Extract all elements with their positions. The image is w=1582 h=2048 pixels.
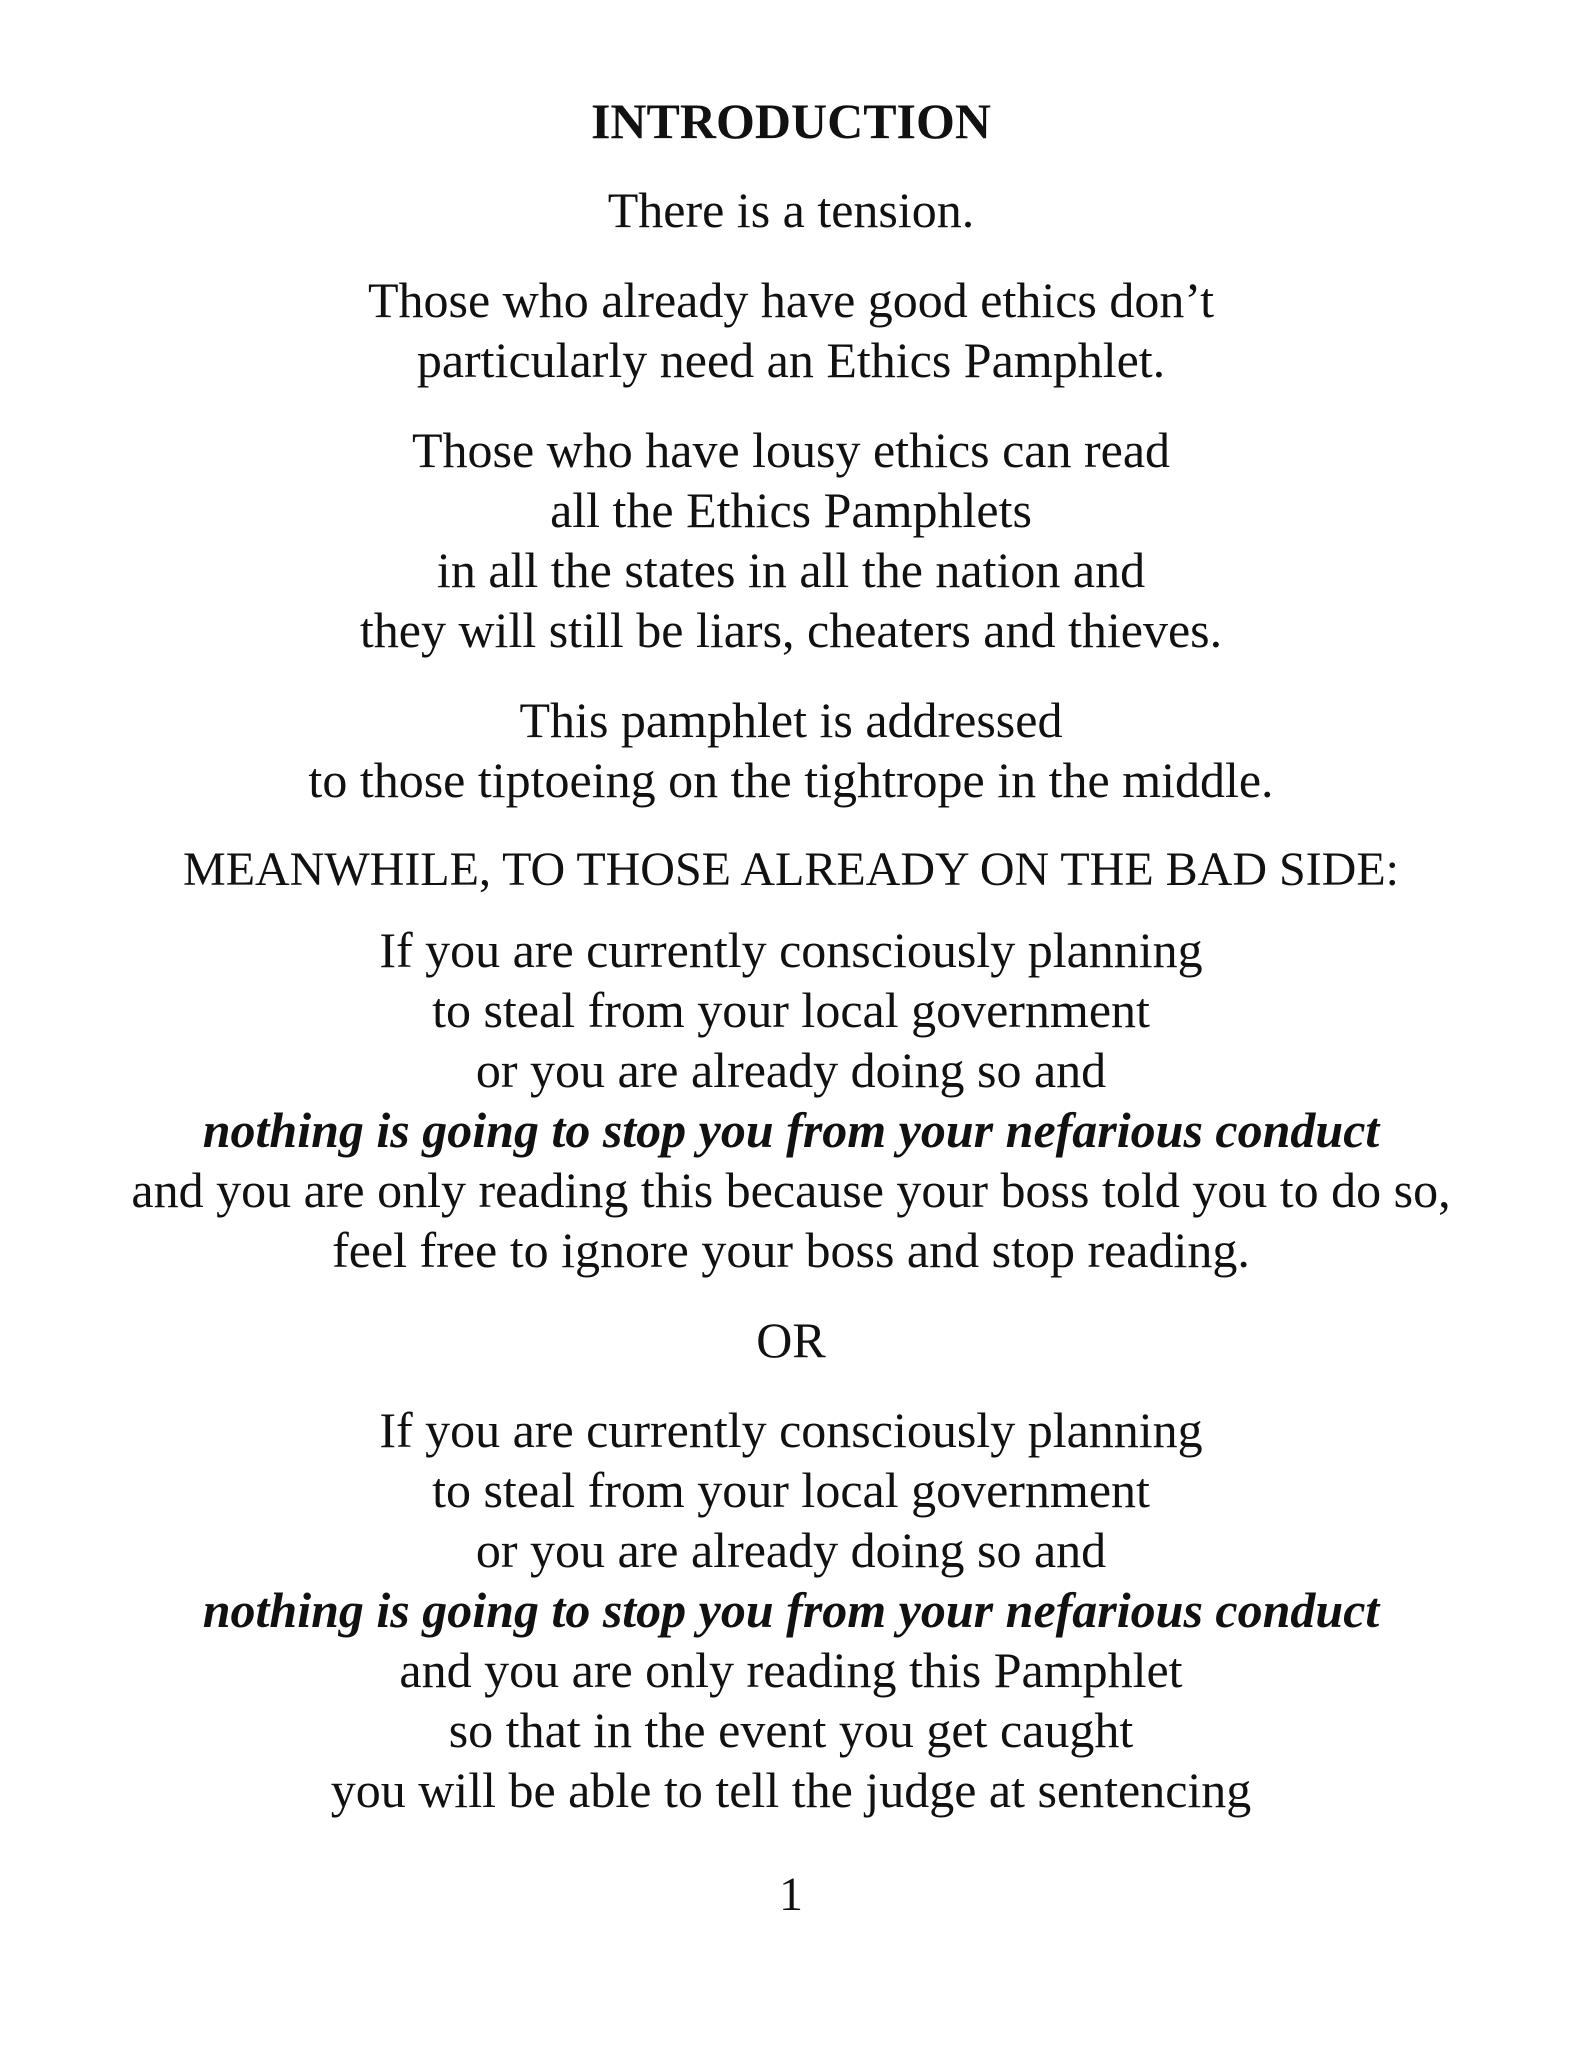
text-line: they will still be liars, cheaters and thieves. xyxy=(359,602,1223,658)
text-line: This pamphlet is addressed xyxy=(519,692,1063,748)
subheading-text: MEANWHILE, TO THOSE ALREADY ON THE BAD SIDE: xyxy=(183,843,1399,896)
emphasized-line: nothing is going to stop you from your nefarious conduct xyxy=(202,1582,1380,1638)
text-line: you will be able to tell the judge at sentencing xyxy=(330,1762,1252,1818)
text-line: and you are only reading this because your boss told you to do so, xyxy=(131,1162,1451,1218)
text-line: Those who have lousy ethics can read xyxy=(411,422,1171,478)
text-line: or you are already doing so and xyxy=(475,1522,1107,1578)
page-title: INTRODUCTION xyxy=(590,93,992,149)
text-line: If you are currently consciously planning xyxy=(379,922,1203,978)
text-line: If you are currently consciously planning xyxy=(379,1402,1203,1458)
text-line: There is a tension. xyxy=(607,182,975,238)
paragraph-addressed xyxy=(0,690,1582,810)
emphasized-line: nothing is going to stop you from your nefarious conduct xyxy=(202,1102,1380,1158)
text-line: so that in the event you get caught xyxy=(448,1702,1134,1758)
or-text: OR xyxy=(756,1312,826,1368)
paragraph-lousy-ethics xyxy=(0,420,1582,660)
text-line: to steal from your local government xyxy=(432,982,1150,1038)
text-line: feel free to ignore your boss and stop reading. xyxy=(332,1222,1250,1278)
or-divider xyxy=(0,1310,1582,1370)
text-line: Those who already have good ethics don’t xyxy=(367,272,1215,328)
page-number: 1 xyxy=(779,1868,803,1921)
section-subheading xyxy=(0,840,1582,900)
paragraph-good-ethics xyxy=(0,270,1582,390)
paragraph-bad-side-first xyxy=(0,920,1582,1280)
text-line: particularly need an Ethics Pamphlet. xyxy=(416,332,1166,388)
text-line: in all the states in all the nation and xyxy=(436,542,1146,598)
paragraph-tension xyxy=(0,180,1582,240)
text-line: to those tiptoeing on the tightrope in the middle. xyxy=(308,752,1274,808)
text-line: or you are already doing so and xyxy=(475,1042,1107,1098)
text-line: and you are only reading this Pamphlet xyxy=(399,1642,1183,1698)
paragraph-bad-side-second xyxy=(0,1400,1582,1820)
text-line: all the Ethics Pamphlets xyxy=(550,482,1032,538)
text-line: to steal from your local government xyxy=(432,1462,1150,1518)
